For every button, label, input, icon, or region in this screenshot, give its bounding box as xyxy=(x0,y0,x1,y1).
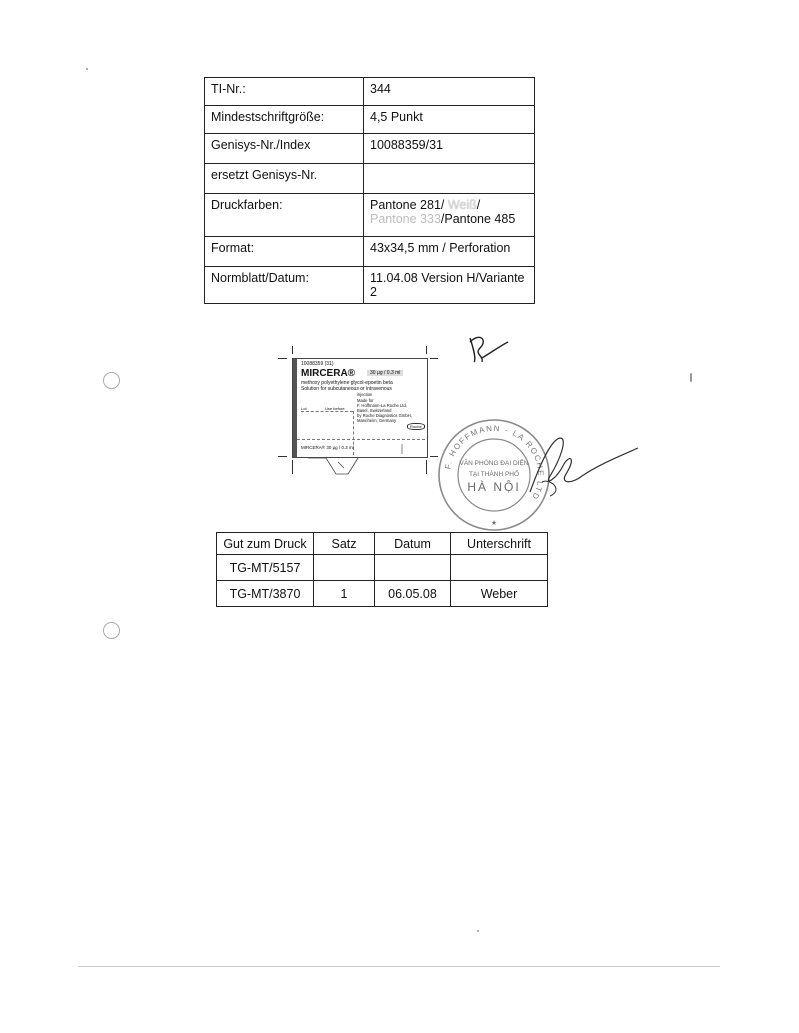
spec-value: 43x34,5 mm / Perforation xyxy=(364,237,535,267)
page-bottom-rule xyxy=(78,966,720,967)
table-cell xyxy=(451,555,548,581)
table-cell xyxy=(314,555,375,581)
table-row xyxy=(217,581,548,607)
table-row xyxy=(217,555,548,581)
pantone-485: /Pantone 485 xyxy=(440,212,516,226)
handwritten-signature-icon xyxy=(520,430,640,510)
table-row xyxy=(205,194,535,237)
stamp-star: ★ xyxy=(490,519,498,527)
table-header-row xyxy=(217,533,548,555)
spec-label: ersetzt Genisys-Nr. xyxy=(205,164,364,194)
label-mfr: Mannheim, Germany xyxy=(357,418,397,423)
print-colors-value xyxy=(364,194,535,237)
table-cell xyxy=(375,555,451,581)
table-row xyxy=(205,164,535,194)
scan-speck xyxy=(86,68,88,70)
label-lot: Lot xyxy=(301,406,307,411)
label-usage-2: injection xyxy=(357,392,373,397)
table-cell: Weber xyxy=(451,581,548,607)
label-usage: Solution for subcutaneous or intravenous xyxy=(301,386,392,392)
approval-table xyxy=(216,532,548,607)
scan-speck xyxy=(690,373,692,382)
spec-value: 10088359/31 xyxy=(364,134,535,164)
spec-value xyxy=(364,164,535,194)
white-ink: Weiß xyxy=(447,198,477,212)
label-artwork xyxy=(278,346,438,476)
spec-value: 11.04.08 Version H/Variante 2 xyxy=(364,267,535,304)
table-row xyxy=(205,237,535,267)
label-code: 10088359 (31) xyxy=(301,361,334,367)
spec-label: Genisys-Nr./Index xyxy=(205,134,364,164)
table-cell: TG-MT/3870 xyxy=(217,581,314,607)
table-cell: TG-MT/5157 xyxy=(217,555,314,581)
column-header: Satz xyxy=(314,533,375,555)
spec-label: Normblatt/Datum: xyxy=(205,267,364,304)
slash: / xyxy=(476,198,481,212)
pantone-333: Pantone 333 xyxy=(370,212,441,226)
column-header: Gut zum Druck xyxy=(217,533,314,555)
punch-hole-bottom xyxy=(103,622,120,639)
column-header: Unterschrift xyxy=(451,533,548,555)
label-generic: methoxy polyethylene glycol-epoetin beta xyxy=(301,380,393,386)
spec-label: Mindestschriftgröße: xyxy=(205,106,364,134)
spec-label: Format: xyxy=(205,237,364,267)
spec-label: Druckfarben: xyxy=(205,194,364,237)
stamp-ring-text: F. HOFFMANN - LA ROCHE LTD xyxy=(443,423,546,502)
table-row xyxy=(205,134,535,164)
spec-value: 344 xyxy=(364,78,535,106)
label-strip: MIRCERA® 30 µg / 0.3 ml xyxy=(301,445,354,450)
punch-hole-top xyxy=(103,372,120,389)
handwritten-initial-icon xyxy=(462,330,512,370)
column-header: Datum xyxy=(375,533,451,555)
label-dose: 30 µg / 0.3 ml xyxy=(367,370,403,376)
label-mfr: by Roche Diagnostics GmbH, xyxy=(357,413,412,418)
label-made-for: Made for xyxy=(357,398,374,403)
roche-logo: Roche xyxy=(407,423,425,430)
label-exp: Use before xyxy=(325,406,345,411)
table-row xyxy=(205,267,535,304)
table-cell: 06.05.08 xyxy=(375,581,451,607)
label-diecut xyxy=(278,346,438,476)
label-mfr: Basel, Switzerland xyxy=(357,408,392,413)
stamp-line-2: TẠI THÀNH PHỐ xyxy=(468,471,520,478)
stamp-line-3: HÀ NỘI xyxy=(467,480,521,494)
spec-label: TI-Nr.: xyxy=(205,78,364,106)
table-cell: 1 xyxy=(314,581,375,607)
scan-speck xyxy=(477,930,479,932)
specification-table xyxy=(204,77,535,304)
label-brand: MIRCERA® xyxy=(301,368,356,379)
pantone-281: Pantone 281/ xyxy=(370,198,448,212)
label-mfr: F. Hoffmann-La Roche Ltd, xyxy=(357,403,407,408)
stamp-line-1: VĂN PHÒNG ĐẠI DIỆN xyxy=(459,460,529,467)
table-row xyxy=(205,78,535,106)
spec-value: 4,5 Punkt xyxy=(364,106,535,134)
table-row xyxy=(205,106,535,134)
